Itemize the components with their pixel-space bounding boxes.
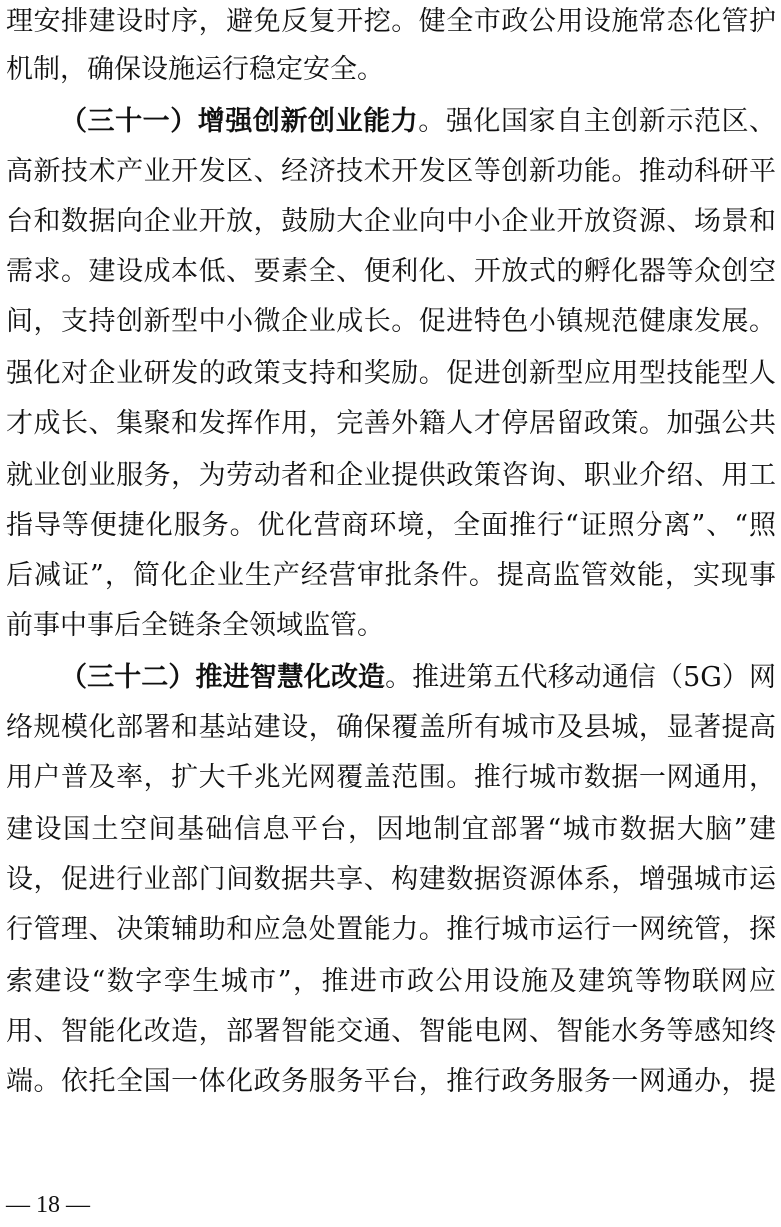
text-line: 机制，确保设施运行稳定安全。 xyxy=(6,54,384,85)
text-line: 台和数据向企业开放，鼓励大企业向中小企业开放资源、场景和 xyxy=(6,206,776,237)
text-line: 间，支持创新型中小微企业成长。促进特色小镇规范健康发展。 xyxy=(6,306,776,337)
section-31-first-line-rest: 。强化国家自主创新示范区、 xyxy=(418,106,776,137)
text-line: 索建设“数字孪生城市”，推进市政公用设施及建筑等物联网应 xyxy=(6,966,776,997)
text-line: 后减证”，简化企业生产经营审批条件。提高监管效能，实现事 xyxy=(6,560,776,591)
text-line: 端。依托全国一体化政务服务平台，推行政务服务一网通办，提 xyxy=(6,1066,776,1097)
text-line: 建设国土空间基础信息平台，因地制宜部署“城市数据大脑”建 xyxy=(6,814,776,845)
text-line: 指导等便捷化服务。优化营商环境，全面推行“证照分离”、“照 xyxy=(6,510,776,541)
text-line: 用户普及率，扩大千兆光网覆盖范围。推行城市数据一网通用， xyxy=(6,762,776,793)
section-32-first-line-rest: 。推进第五代移动通信（5G）网 xyxy=(385,662,776,693)
section-31-first-line xyxy=(60,102,776,142)
section-31-heading: （三十一）增强创新创业能力 xyxy=(60,106,419,137)
section-32-first-line xyxy=(60,658,776,698)
text-line: 强化对企业研发的政策支持和奖励。促进创新型应用型技能型人 xyxy=(6,358,776,389)
text-line: 需求。建设成本低、要素全、便利化、开放式的孵化器等众创空 xyxy=(6,256,776,287)
page-number: — 18 — xyxy=(6,1192,90,1218)
text-line: 前事中事后全链条全领域监管。 xyxy=(6,610,384,641)
text-line: 设，促进行业部门间数据共享、构建数据资源体系，增强城市运 xyxy=(6,864,776,895)
text-line: 络规模化部署和基站建设，确保覆盖所有城市及县城，显著提高 xyxy=(6,712,776,743)
text-line: 行管理、决策辅助和应急处置能力。推行城市运行一网统管，探 xyxy=(6,914,776,945)
text-line: 就业创业服务，为劳动者和企业提供政策咨询、职业介绍、用工 xyxy=(6,460,776,491)
text-line: 用、智能化改造，部署智能交通、智能电网、智能水务等感知终 xyxy=(6,1016,776,1047)
section-32-heading: （三十二）推进智慧化改造 xyxy=(60,662,386,693)
text-line: 理安排建设时序，避免反复开挖。健全市政公用设施常态化管护 xyxy=(6,6,776,37)
text-line: 高新技术产业开发区、经济技术开发区等创新功能。推动科研平 xyxy=(6,156,776,187)
text-line: 才成长、集聚和发挥作用，完善外籍人才停居留政策。加强公共 xyxy=(6,408,776,439)
